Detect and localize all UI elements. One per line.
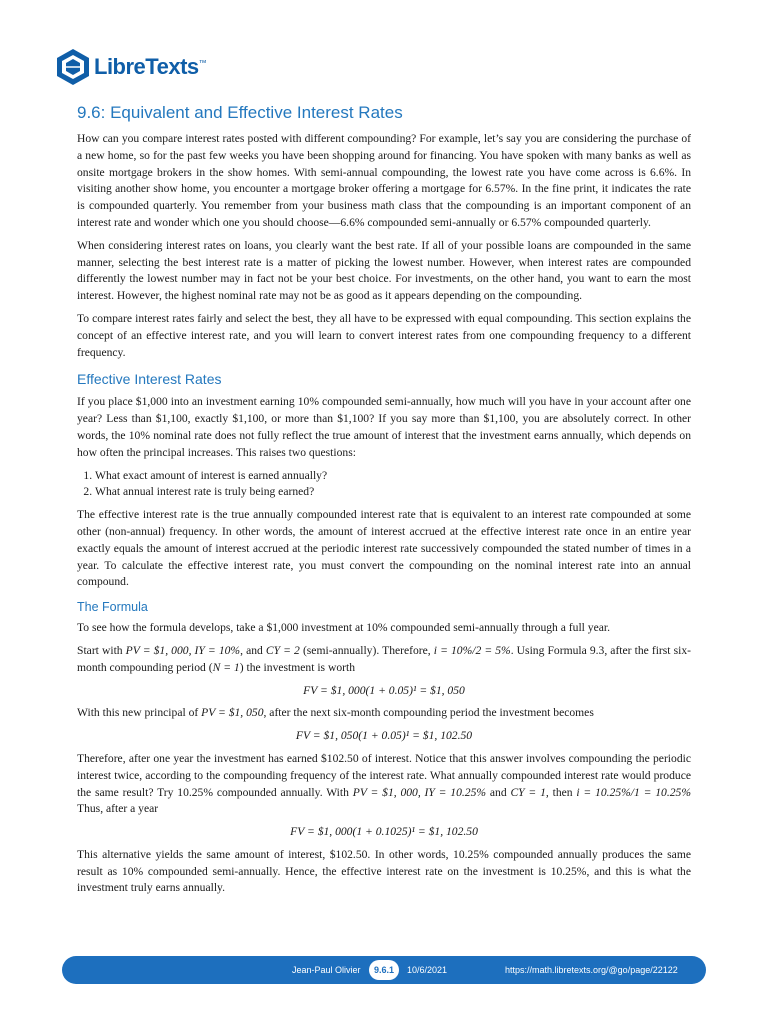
formula-paragraph-4: Therefore, after one year the investment has earned $102.50 of interest. Notice that this answer involves compounding the periodic interest twice, according to the compounding frequency of the interest rate. What annually compounded interest rate would produce the same result? Try 10.25% compounded annually. With PV = $1, 000, IY = 10.25% and CY = 1, then i = 10.25%/1 = 10.25% Thus, after a year <box>77 751 692 816</box>
footer-url-link[interactable]: https://math.libretexts.org/@go/page/22122 <box>505 965 678 975</box>
libretexts-logo[interactable] <box>56 46 206 88</box>
intro-paragraph-3: To compare interest rates fairly and select the best, they all have to be expressed with equal compounding. This section explains the concept of an effective interest rate, and you will learn to convert interest rates from one compounding frequency to a different frequency. <box>77 311 691 359</box>
footer-page-number: 9.6.1 <box>369 960 399 980</box>
equation-1: FV = $1, 000(1 + 0.05)¹ = $1, 050 <box>303 683 465 697</box>
equation-3: FV = $1, 000(1 + 0.1025)¹ = $1, 102.50 <box>290 825 478 839</box>
footer-date: 10/6/2021 <box>407 965 448 975</box>
page-footer <box>62 956 706 984</box>
page-title: 9.6: Equivalent and Effective Interest Rates <box>77 103 403 122</box>
formula-paragraph-1: To see how the formula develops, take a $1,000 investment at 10% compounded semi-annually through a full year. <box>77 621 611 635</box>
questions-list <box>77 468 691 502</box>
formula-paragraph-3: With this new principal of PV = $1, 050, after the next six-month compounding period the investment becomes <box>77 706 594 720</box>
list-item: 1. What exact amount of interest is earned annually? <box>95 468 691 485</box>
page-content <box>77 100 691 903</box>
intro-paragraph-1: How can you compare interest rates posted with different compounding? For example, let’s say you are considering the purchase of a new home, so for the past few weeks you have been shopping around for financing. You have spoken with many banks as well as onsite mortgage brokers in the show homes. With semi-annual compounding, the lowest rate you have come across is 6.6%. In visiting another show home, you encounter a mortgage broker offering a mortgage for 6.57%. In the fine print, it indicates the rate is compounded quarterly. You remember from your business math class that the compounding is an important component of an interest rate and wonder which one you should choose—6.6% compounded semi-annually or 6.57% compounded quarterly. <box>77 132 691 229</box>
formula-paragraph-2: Start with PV = $1, 000, IY = 10%, and CY = 2 (semi-annually). Therefore, i = 10%/2 = 5%. Using Formula 9.3, after the first six-month compounding period (N = 1) the investment is worth <box>77 643 691 674</box>
equation-2: FV = $1, 050(1 + 0.05)¹ = $1, 102.50 <box>295 729 473 743</box>
list-item: 2. What annual interest rate is truly being earned? <box>95 484 691 501</box>
subsection-heading-formula: The Formula <box>77 600 148 615</box>
section-heading-effective-rates: Effective Interest Rates <box>77 371 222 388</box>
section1-paragraph-1: If you place $1,000 into an investment earning 10% compounded semi-annually, how much will you have in your account after one year? Less than $1,100, exactly $1,100, or more than $1,100? If you say more than $1,100, you are absolutely correct. In other words, the 10% nominal rate does not fully reflect the true amount of interest that the investment earns annually, which depends on how often the principal increases. This raises two questions: <box>77 395 691 459</box>
section1-paragraph-2: The effective interest rate is the true annually compounded interest rate that is equivalent to an interest rate compounded at some other (non-annual) frequency. In other words, the amount of interest accrued at the effective interest rate once in an entire year exactly equals the amount of interest accrued at the periodic interest rate successively compounded the stated number of times in a year. To calculate the effective interest rate, you must convert the compounding on the nominal interest rate into an annual compound. <box>77 508 691 589</box>
formula-paragraph-5: This alternative yields the same amount of interest, $102.50. In other words, 10.25% compounded annually produces the same result as 10% compounded semi-annually. Hence, the effective interest rate on the investment is 10.25%, and this is what the investment truly earns annually. <box>77 847 691 895</box>
footer-author: Jean-Paul Olivier <box>292 965 361 975</box>
libretexts-logo-icon <box>56 48 90 86</box>
logo-text: LibreTexts™ <box>94 54 207 79</box>
intro-paragraph-2: When considering interest rates on loans, you clearly want the best rate. If all of your possible loans are compounded in the same manner, selecting the best interest rate is a matter of picking the lowest number. However, when interest rates are compounded differently the lowest number may in fact not be your best choice. For investments, on the other hand, you want to earn the most interest. However, the highest nominal rate may not be as good as it appears depending on the compounding. <box>77 238 691 303</box>
